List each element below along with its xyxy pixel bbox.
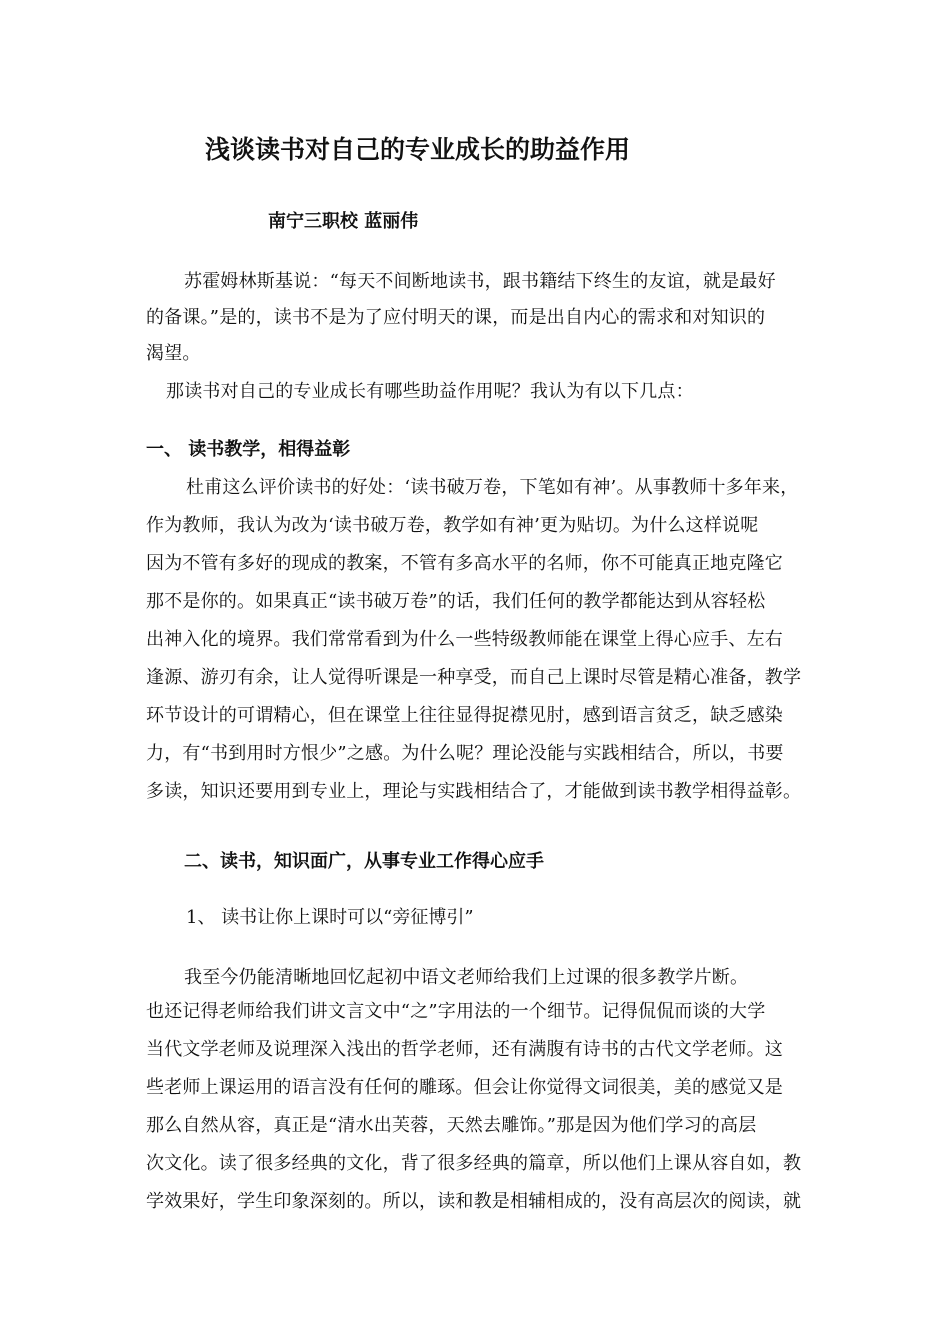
intro-line-2: 的备课。”是的，读书不是为了应付明天的课，而是出自内心的需求和对知识的 (146, 307, 766, 328)
section1-line-4: 那不是你的。如果真正“读书破万卷”的话，我们任何的教学都能达到从容轻松 (146, 591, 766, 612)
section1-line-9: 多读，知识还要用到专业上，理论与实践相结合了，才能做到读书教学相得益彰。 (146, 781, 802, 802)
section2-line-7: 学效果好，学生印象深刻的。所以，读和教是相辅相成的，没有高层次的阅读，就 (146, 1191, 802, 1212)
section2-line-4: 些老师上课运用的语言没有任何的雕琢。但会让你觉得文词很美，美的感觉又是 (146, 1077, 783, 1098)
section2-line-6: 次文化。读了很多经典的文化，背了很多经典的篇章，所以他们上课从容自如，教 (146, 1153, 802, 1174)
section1-line-3: 因为不管有多好的现成的教案，不管有多高水平的名师，你不可能真正地克隆它 (146, 553, 783, 574)
document-author: 南宁三职校 蓝丽伟 (268, 211, 419, 232)
section1-line-5: 出神入化的境界。我们常常看到为什么一些特级教师能在课堂上得心应手、左右 (146, 629, 783, 650)
intro-line-4: 那读书对自己的专业成长有哪些助益作用呢？我认为有以下几点： (166, 381, 694, 402)
section1-line-1: 杜甫这么评价读书的好处：‘读书破万卷，下笔如有神’。从事教师十多年来， (186, 477, 799, 498)
document-title: 浅谈读书对自己的专业成长的助益作用 (205, 135, 631, 164)
section2-line-1: 我至今仍能清晰地回忆起初中语文老师给我们上过课的很多教学片断。 (184, 967, 749, 988)
section2-subheading: 1、 读书让你上课时可以“旁征博引” (186, 907, 474, 928)
section1-line-7: 环节设计的可谓精心，但在课堂上往往显得捉襟见肘，感到语言贫乏，缺乏感染 (146, 705, 783, 726)
section2-heading: 二、读书，知识面广，从事专业工作得心应手 (184, 851, 544, 872)
section2-line-2: 也还记得老师给我们讲文言文中“之”字用法的一个细节。记得侃侃而谈的大学 (146, 1001, 766, 1022)
intro-line-3: 渴望。 (146, 343, 201, 364)
section1-line-2: 作为教师，我认为改为‘读书破万卷，教学如有神’更为贴切。为什么这样说呢 (146, 515, 759, 536)
section1-line-6: 逢源、游刃有余，让人觉得听课是一种享受，而自己上课时尽管是精心准备，教学 (146, 667, 802, 688)
section2-line-5: 那么自然从容，真正是“清水出芙蓉，天然去雕饰。”那是因为他们学习的高层 (146, 1115, 757, 1136)
section1-line-8: 力，有“书到用时方恨少”之感。为什么呢？理论没能与实践相结合，所以，书要 (146, 743, 784, 764)
section2-line-3: 当代文学老师及说理深入浅出的哲学老师，还有满腹有诗书的古代文学老师。这 (146, 1039, 783, 1060)
section1-heading: 一、 读书教学，相得益彰 (146, 439, 351, 460)
intro-line-1: 苏霍姆林斯基说：“每天不间断地读书，跟书籍结下终生的友谊，就是最好 (184, 271, 776, 292)
